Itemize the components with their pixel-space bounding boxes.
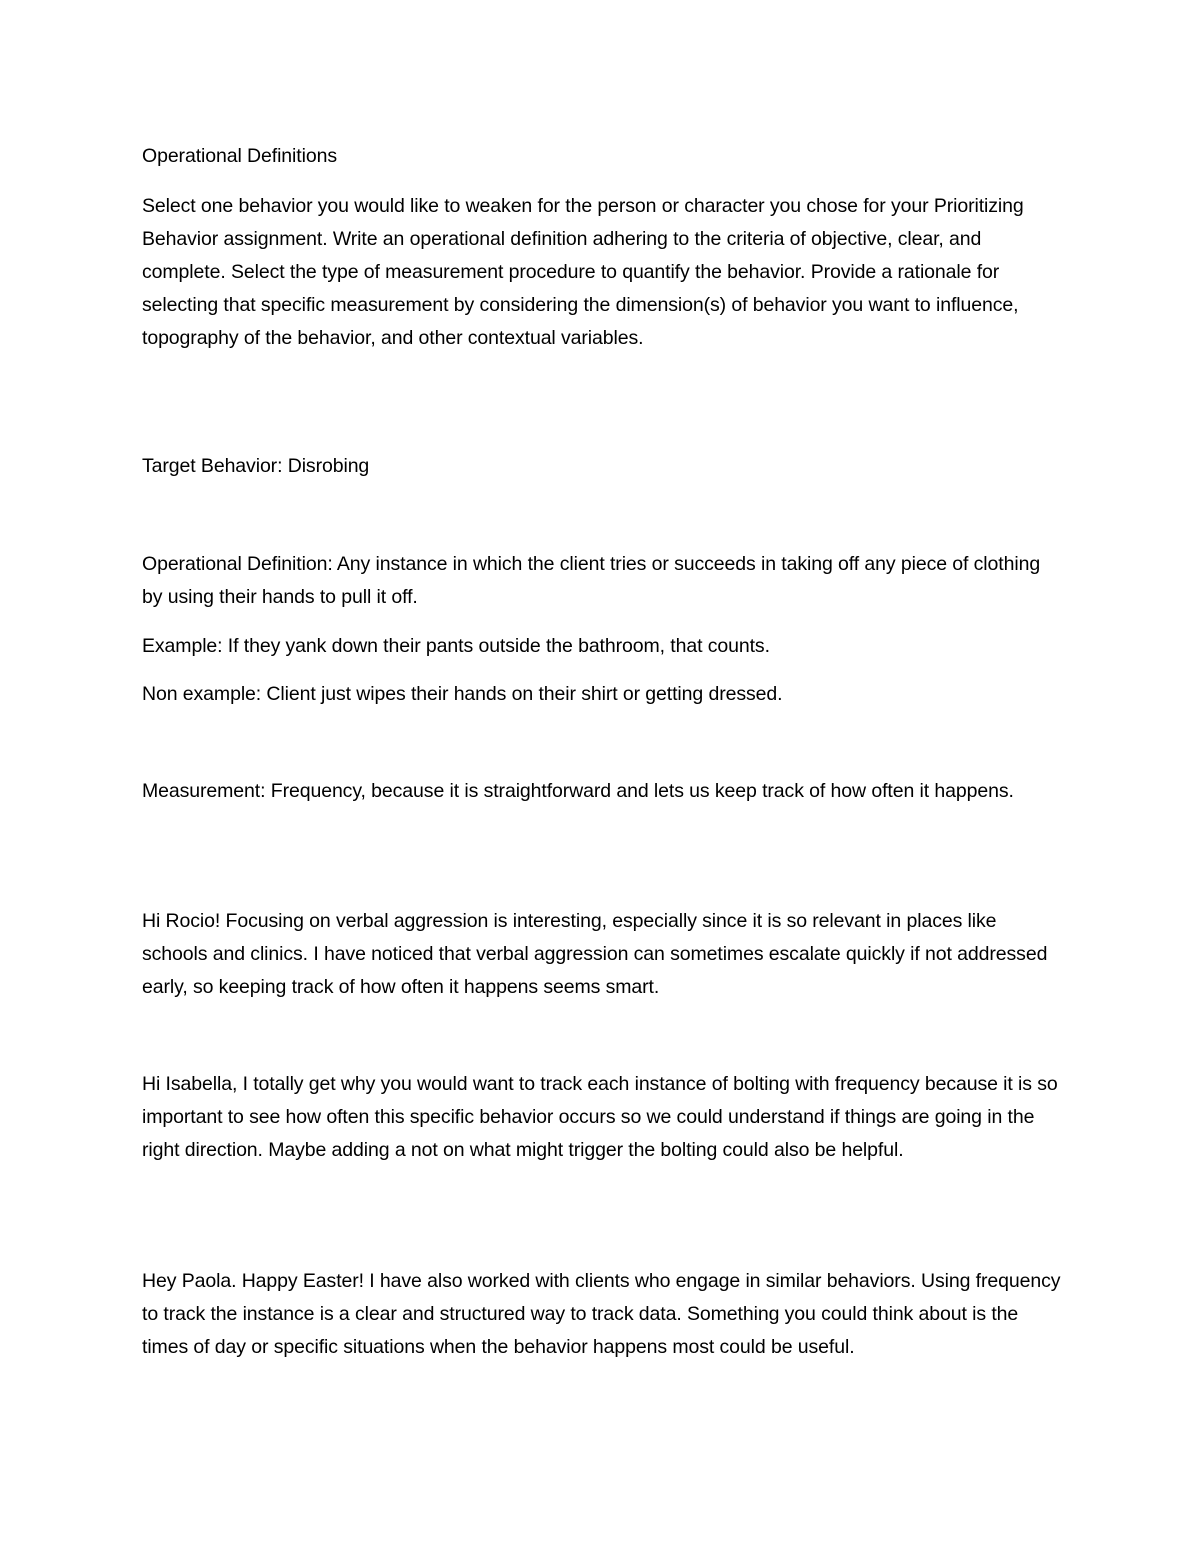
measurement-paragraph: Measurement: Frequency, because it is straightforward and lets us keep track of how often it happens. (142, 780, 1014, 802)
reply-isabella: Hi Isabella, I totally get why you would want to track each instance of bolting with frequency because it is so important to see how often this specific behavior occurs so we could understand if things are going in the right direction. Maybe adding a not on what might trigger the bolting could also be helpful. (142, 1073, 1058, 1161)
assignment-prompt: Select one behavior you would like to weaken for the person or character you chose for your Prioritizing Behavior assignment. Write an operational definition adhering to the criteria of objective, clear, and complete. Select the type of measurement procedure to quantify the behavior. Provide a rationale for selecting that specific measurement by considering the dimension(s) of behavior you want to influence, topography of the behavior, and other contextual variables. (142, 195, 1024, 349)
reply-paola: Hey Paola. Happy Easter! I have also worked with clients who engage in similar behaviors. Using frequency to track the instance is a clear and structured way to track data. Something you could think about is the times of day or specific situations when the behavior happens most could be useful. (142, 1270, 1061, 1358)
non-example-paragraph: Non example: Client just wipes their hands on their shirt or getting dressed. (142, 683, 783, 705)
target-behavior: Target Behavior: Disrobing (142, 455, 370, 477)
example-paragraph: Example: If they yank down their pants outside the bathroom, that counts. (142, 635, 770, 657)
document-title: Operational Definitions (142, 145, 337, 167)
reply-rocio: Hi Rocio! Focusing on verbal aggression is interesting, especially since it is so relevant in places like schools and clinics. I have noticed that verbal aggression can sometimes escalate quickly if not addressed early, so keeping track of how often it happens seems smart. (142, 910, 1048, 998)
operational-definition: Operational Definition: Any instance in which the client tries or succeeds in taking off any piece of clothing by using their hands to pull it off. (142, 553, 1041, 608)
